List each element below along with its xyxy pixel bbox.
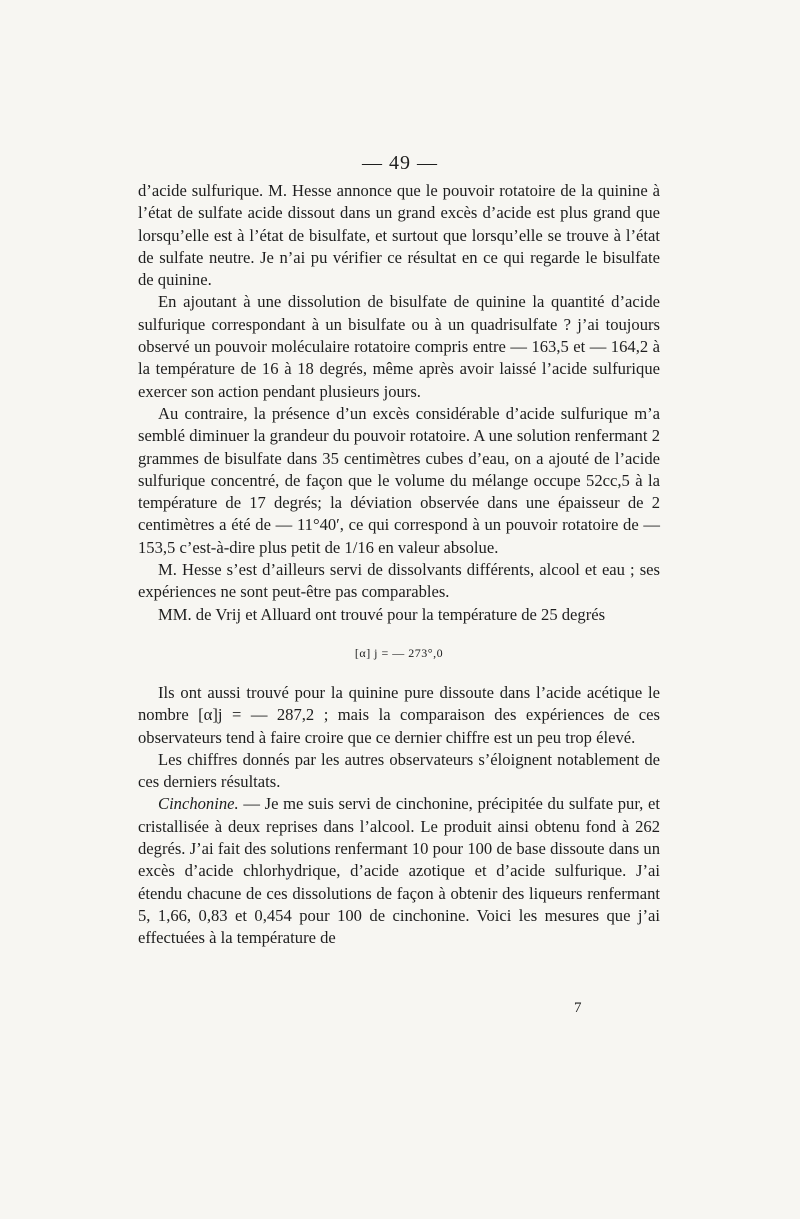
paragraph-4: M. Hesse s’est d’ailleurs servi de dissolvants différents, alcool et eau ; ses expériences ne sont peut-être pas comparables. [138, 560, 660, 602]
paragraph-1: d’acide sulfurique. M. Hesse annonce que le pouvoir rotatoire de la quinine à l’état de sulfate acide dissout dans un grand excès d’acide est plus grand que lorsqu’elle est à l’état de bisulfate, et surtout que lorsqu’elle se trouve à l’état de sulfate neutre. Je n’ai pu vérifier ce résultat en ce qui regarde le bisulfate de quinine. [138, 181, 660, 290]
signature-mark: 7 [574, 1000, 582, 1016]
cinchonine-heading: Cinchonine. [158, 794, 239, 814]
paragraph-6: Ils ont aussi trouvé pour la quinine pure dissoute dans l’acide acétique le nombre [α]j = — 287,2 ; mais la comparaison des expériences de ces observateurs tend à faire croire que ce dernier chiffre est un peu trop élevé. [138, 682, 660, 747]
paragraph-5: MM. de Vrij et Alluard ont trouvé pour la température de 25 degrés [158, 604, 606, 624]
formula: [α] j = — 273°,0 [354, 645, 444, 660]
paragraph-3: Au contraire, la présence d’un excès considérable d’acide sulfurique m’a semblé diminuer la grandeur du pouvoir rotatoire. A une solution renfermant 2 grammes de bisulfate dans 35 centimètres cubes d’eau, on a ajouté de l’acide sulfurique concentré, de façon que le volume du mélange occupe 52cc,5 à la température de 17 degrés; la déviation observée dans une épaisseur de 2 centimètres a été de — 11°40′, ce qui correspond à un pouvoir rotatoire de — 153,5 c’est-à-dire plus petit de 1/16 en valeur absolue. [138, 403, 660, 557]
cinchonine-text: — Je me suis servi de cinchonine, précipitée du sulfate pur, et cristallisée à deux reprises dans l’alcool. Le produit ainsi obtenu fond à 262 degrés. J’ai fait des solutions renfermant 10 pour 100 de base dissoute dans un excès d’acide chlorhydrique, d’acide azotique et d’acide sulfurique. J’ai étendu chacune de ces dissolutions de façon à obtenir des liqueurs renfermant 5, 1,66, 0,83 et 0,454 pour 100 de cinchonine. Voici les mesures que j’ai effectuées à la température de [138, 794, 660, 948]
paragraph-7: Les chiffres donnés par les autres observateurs s’éloignent notablement de ces derniers résultats. [138, 749, 660, 792]
body-text [138, 180, 660, 950]
paragraph-cinchonine [138, 793, 660, 949]
page-number: — 49 — [362, 152, 438, 174]
paragraph-2: En ajoutant à une dissolution de bisulfate de quinine la quantité d’acide sulfurique correspondant à un bisulfate ou à un quadrisulfate ? j’ai toujours observé un pouvoir moléculaire rotatoire compris entre — 163,5 et — 164,2 à la température de 16 à 18 degrés, même après avoir laissé l’acide sulfurique exercer son action pendant plusieurs jours. [138, 292, 660, 401]
